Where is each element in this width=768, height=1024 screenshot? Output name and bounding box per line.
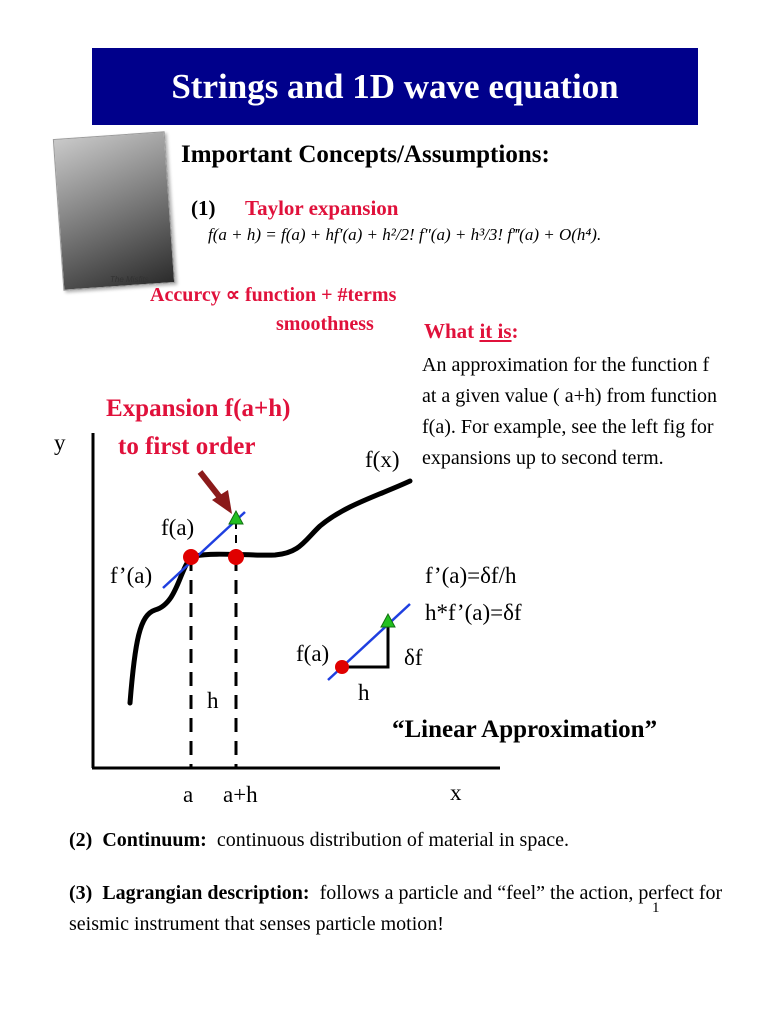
h-label: h xyxy=(207,688,219,713)
fpa-label: f’(a) xyxy=(110,563,153,588)
taylor-formula: f(a + h) = f(a) + hf′(a) + h²/2! f″(a) + h³/3! f‴(a) + O(h⁴). xyxy=(208,225,602,244)
fa-label: f(a) xyxy=(161,515,195,540)
x-axis-label: x xyxy=(450,780,462,805)
smoothness-text: smoothness xyxy=(276,313,374,335)
photo-caption: The Misfits xyxy=(110,275,149,284)
small-h-label: h xyxy=(358,680,370,705)
linear-approximation-label: “Linear Approximation” xyxy=(392,716,658,743)
item2-continuum: (2) Continuum: continuous distribution of material in space. xyxy=(69,829,569,851)
what-it-is-text: An approximation for the function f at a given value ( a+h) from function f(a). For example, see the left fig for expansions up to second term. xyxy=(422,354,718,469)
title-text: Strings and 1D wave equation xyxy=(171,66,619,106)
a-plus-h-label: a+h xyxy=(223,782,258,807)
pointer-arrow xyxy=(200,472,222,500)
concepts-heading: Important Concepts/Assumptions: xyxy=(181,141,550,168)
item3-lagrangian: (3) Lagrangian description: follows a particle and “feel” the action, perfect for seismic instrument that senses particle motion! xyxy=(69,882,723,935)
derivative-equation: f’(a)=δf/h xyxy=(425,563,517,588)
point-fah xyxy=(228,549,244,565)
small-fa-label: f(a) xyxy=(296,641,330,666)
expansion-title: Expansion f(a+h) to first order xyxy=(106,395,291,460)
derivative-equation-2: h*f’(a)=δf xyxy=(425,600,522,625)
page-number: 1 xyxy=(652,900,660,916)
point-fa xyxy=(183,549,199,565)
fx-label: f(x) xyxy=(365,447,400,472)
accuracy-text: Accurcy ∝ function + #terms xyxy=(150,284,397,306)
small-delta-f-label: δf xyxy=(404,645,423,670)
y-axis-label: y xyxy=(54,430,66,455)
taylor-label: Taylor expansion xyxy=(245,196,399,220)
item1-number: (1) xyxy=(191,196,216,220)
small-point-fa xyxy=(335,660,349,674)
what-it-is-label: What it is: xyxy=(424,319,519,343)
a-label: a xyxy=(183,782,194,807)
